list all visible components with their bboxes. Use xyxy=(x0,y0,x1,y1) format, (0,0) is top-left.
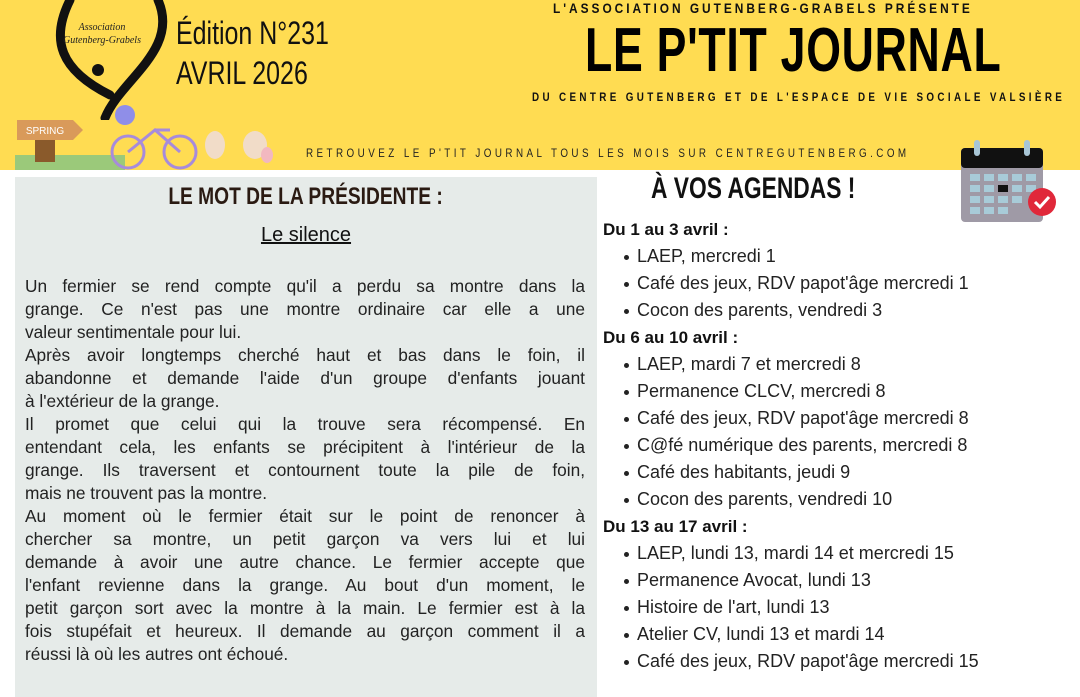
agenda-item: Café des jeux, RDV papot'âge mercredi 15 xyxy=(603,648,1073,675)
article-line: entendant cela, les enfants se précipitent à l'intérieur de la xyxy=(25,437,585,457)
agenda-date-range: Du 1 au 3 avril : xyxy=(603,220,729,239)
article-line: grange. Ils traversent et contournent toute la pile de foin, xyxy=(25,460,585,480)
agenda-item: LAEP, lundi 13, mardi 14 et mercredi 15 xyxy=(603,540,1073,567)
article-line: Il promet que celui qui la trouve sera récompensé. En xyxy=(25,414,585,434)
agenda-item: Cocon des parents, vendredi 3 xyxy=(603,297,1073,324)
agenda-date-range: Du 13 au 17 avril : xyxy=(603,517,748,536)
masthead xyxy=(0,0,1080,170)
agenda-item: Histoire de l'art, lundi 13 xyxy=(603,594,1073,621)
svg-text:SPRING: SPRING xyxy=(25,126,65,137)
article-line: abandonne et demande l'aide d'un groupe d'enfants jouant xyxy=(25,368,585,388)
article-line: Après avoir longtemps cherché haut et bas dans le foin, il xyxy=(25,345,585,365)
edition-number: Édition N°231 xyxy=(176,15,329,51)
website-line: RETROUVEZ LE P'TIT JOURNAL TOUS LES MOIS SUR CENTREGUTENBERG.COM xyxy=(306,146,910,160)
article-line: Un fermier se rend compte qu'il a perdu sa montre dans la xyxy=(25,276,585,296)
article-line: à l'extérieur de la grange. xyxy=(25,391,220,411)
article-line: fois stupéfait et heureux. Il demande au garçon comment il a xyxy=(25,621,585,641)
agenda-item: Café des jeux, RDV papot'âge mercredi 8 xyxy=(603,405,1073,432)
article-line: mais ne trouvent pas la montre. xyxy=(25,483,268,503)
article-title: Le silence xyxy=(260,224,352,246)
agenda-heading: À VOS AGENDAS ! xyxy=(650,172,855,205)
agenda-item: Café des habitants, jeudi 9 xyxy=(603,459,1073,486)
presents-line: L'ASSOCIATION GUTENBERG-GRABELS PRÉSENTE xyxy=(553,0,973,16)
calendar-check-icon xyxy=(958,140,1058,225)
agenda-list xyxy=(603,216,1073,675)
agenda-item: Café des jeux, RDV papot'âge mercredi 1 xyxy=(603,270,1073,297)
article-line: réussi là où les autres ont échoué. xyxy=(25,644,289,664)
agenda-item: Permanence CLCV, mercredi 8 xyxy=(603,378,1073,405)
agenda-item: Atelier CV, lundi 13 et mardi 14 xyxy=(603,621,1073,648)
journal-title: LE P'TIT JOURNAL xyxy=(585,16,1002,85)
article-line: demande à avoir une autre chance. Le fermier accepte que xyxy=(25,552,585,572)
article-line: l'enfant revienne dans la grange. Au bout d'un moment, le xyxy=(25,575,585,595)
spring-illustration xyxy=(15,100,295,170)
article-line: chercher sa montre, un petit garçon va vers lui et lui xyxy=(25,529,585,549)
journal-subtitle: DU CENTRE GUTENBERG ET DE L'ESPACE DE VIE SOCIALE VALSIÈRE xyxy=(532,90,1066,104)
svg-text:Gutenberg-Grabels: Gutenberg-Grabels xyxy=(63,35,141,46)
agenda-date-range: Du 6 au 10 avril : xyxy=(603,328,739,347)
president-heading: LE MOT DE LA PRÉSIDENTE : xyxy=(168,183,444,210)
president-panel xyxy=(15,177,597,697)
svg-text:Association: Association xyxy=(78,22,126,33)
article-line: Au moment où le fermier était sur le point de renoncer à xyxy=(25,506,585,526)
agenda-item: LAEP, mercredi 1 xyxy=(603,243,1073,270)
agenda-item: Permanence Avocat, lundi 13 xyxy=(603,567,1073,594)
article-line: valeur sentimentale pour lui. xyxy=(25,322,242,342)
agenda-item: C@fé numérique des parents, mercredi 8 xyxy=(603,432,1073,459)
edition-month: AVRIL 2026 xyxy=(176,55,308,91)
article-body xyxy=(25,275,585,666)
agenda-item: LAEP, mardi 7 et mercredi 8 xyxy=(603,351,1073,378)
article-line: grange. Ce n'est pas une montre ordinaire car elle a une xyxy=(25,299,585,319)
article-line: petit garçon sort avec la montre à la main. Le fermier est à la xyxy=(25,598,585,618)
agenda-item: Cocon des parents, vendredi 10 xyxy=(603,486,1073,513)
